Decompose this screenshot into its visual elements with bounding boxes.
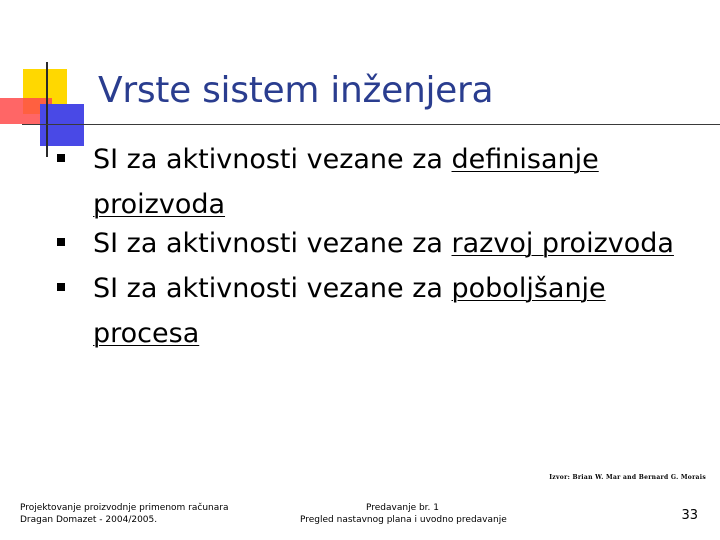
bullet-text: SI za aktivnosti vezane za xyxy=(93,144,452,175)
square-bullet-icon xyxy=(57,154,65,162)
title-underline-divider xyxy=(22,124,720,125)
source-note: Izvor: Brian W. Mar and Bernard G. Morais xyxy=(549,474,706,481)
footer-lecture-info xyxy=(300,502,505,526)
bullet-text: SI za aktivnosti vezane za xyxy=(93,228,452,259)
bullet-item xyxy=(93,266,713,356)
bullet-emphasis: razvoj proizvoda xyxy=(451,228,674,259)
footer-course-info xyxy=(20,502,228,526)
bullet-emphasis: definisanje proizvoda xyxy=(93,144,599,220)
bullet-emphasis: poboljšanje procesa xyxy=(93,273,606,349)
bullet-text: SI za aktivnosti vezane za xyxy=(93,273,452,304)
decor-vertical-line xyxy=(46,62,48,157)
square-bullet-icon xyxy=(57,238,65,246)
square-bullet-icon xyxy=(57,283,65,291)
footer-lecture-title: Pregled nastavnog plana i uvodno predavanje xyxy=(300,515,507,525)
bullet-item xyxy=(93,137,713,227)
footer-lecture-number: Predavanje br. 1 xyxy=(365,503,439,513)
footer-author: Dragan Domazet - 2004/2005. xyxy=(20,515,158,525)
page-number: 33 xyxy=(681,508,698,523)
bullet-item xyxy=(93,221,713,266)
slide-title: Vrste sistem inženjera xyxy=(98,70,494,111)
footer-course-title: Projektovanje proizvodnje primenom računara xyxy=(20,503,229,513)
